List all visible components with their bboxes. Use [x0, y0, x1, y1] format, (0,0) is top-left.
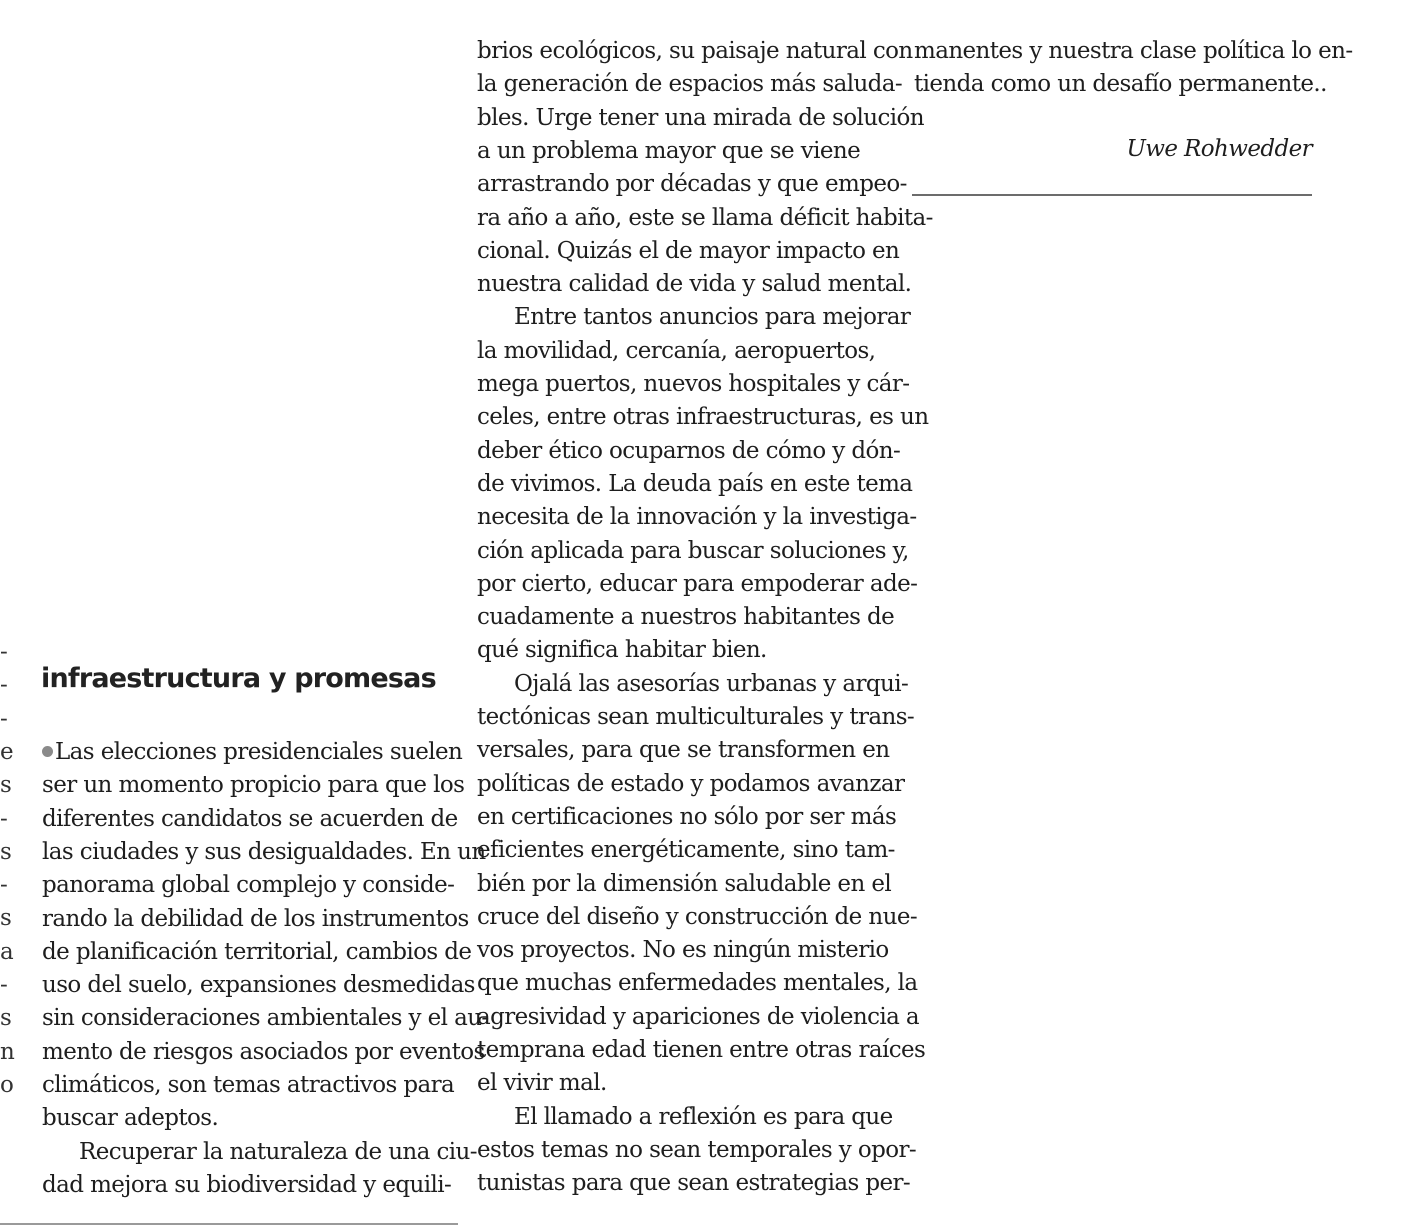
edge-character: - — [0, 639, 8, 665]
text-line-content: El llamado a reflexión es para que — [514, 1103, 893, 1130]
text-line-content: qué significa habitar bien. — [477, 637, 767, 664]
text-line-content: necesita de la innovación y la investiga- — [477, 504, 917, 531]
text-line — [914, 68, 1327, 101]
text-line-content: Ojalá las asesorías urbanas y arqui- — [514, 670, 909, 697]
text-line — [477, 1167, 910, 1200]
text-line-content: temprana edad tienen entre otras raíces — [477, 1037, 926, 1063]
text-line — [42, 1136, 477, 1169]
edge-character: s — [0, 772, 12, 799]
text-line-content: en certificaciones no sólo por ser más — [477, 803, 897, 830]
text-line — [477, 1101, 893, 1134]
text-line — [42, 936, 471, 969]
text-line — [477, 535, 909, 568]
text-line-content: bién por la dimensión saludable en el — [477, 870, 892, 897]
text-line — [477, 601, 894, 634]
author-divider-rule — [912, 194, 1312, 196]
text-line — [42, 969, 475, 1002]
author-signature: Uwe Rohwedder — [1126, 136, 1312, 162]
text-line-content: versales, para que se transformen en — [477, 737, 890, 764]
text-line-content: tectónicas sean multiculturales y trans- — [477, 704, 915, 730]
text-line-content: tunistas para que sean estrategias per- — [477, 1170, 911, 1197]
text-line — [477, 734, 889, 767]
text-line-content: cuadamente a nuestros habitantes de — [477, 604, 895, 631]
text-line-content: ra año a año, este se llama déficit habita- — [477, 204, 933, 231]
text-line-content: ción aplicada para buscar soluciones y, — [477, 537, 909, 564]
text-line-content: bles. Urge tener una mirada de solución — [477, 104, 924, 131]
text-line-content: políticas de estado y podamos avanzar — [477, 770, 905, 797]
text-line — [42, 1169, 451, 1202]
text-line-content: a un problema mayor que se viene — [477, 137, 861, 164]
edge-character: s — [0, 905, 12, 932]
text-line — [477, 768, 904, 801]
text-line-content: las ciudades y sus desigualdades. En un — [42, 838, 486, 865]
text-line — [477, 235, 899, 268]
text-line-content: la generación de espacios más saluda- — [477, 71, 903, 98]
text-line-content: brios ecológicos, su paisaje natural con — [477, 38, 913, 64]
text-line-content: de planificación territorial, cambios de — [42, 938, 472, 965]
edge-character: n — [0, 1038, 15, 1065]
text-line-content: panorama global complejo y conside- — [42, 872, 455, 899]
text-line — [477, 35, 913, 68]
text-line-content: tienda como un desafío permanente.. — [914, 71, 1327, 98]
text-line-content: Recuperar la naturaleza de una ciu- — [79, 1138, 477, 1165]
text-line — [477, 801, 896, 834]
text-line-content: el vivir mal. — [477, 1070, 607, 1097]
edge-character: - — [0, 872, 8, 899]
text-line — [477, 335, 875, 368]
text-line — [477, 68, 902, 101]
text-line — [477, 901, 917, 934]
text-line-content: la movilidad, cercanía, aeropuertos, — [477, 337, 876, 364]
text-line-content: cional. Quizás el de mayor impacto en — [477, 237, 900, 264]
text-line — [477, 834, 895, 867]
text-line — [477, 868, 891, 901]
text-line-content: eficientes energéticamente, sino tam- — [477, 837, 895, 864]
text-line — [477, 967, 918, 1000]
text-line — [477, 168, 907, 201]
text-line-content: celes, entre otras infraestructuras, es un — [477, 404, 929, 431]
text-line — [914, 35, 1353, 68]
text-line — [477, 435, 900, 468]
edge-character: - — [0, 805, 8, 832]
text-line — [42, 769, 464, 802]
edge-character: o — [0, 1071, 14, 1098]
text-line-content: ser un momento propicio para que los — [42, 772, 465, 799]
text-line — [42, 869, 454, 902]
text-line — [42, 1069, 454, 1102]
text-line — [477, 368, 909, 401]
text-line — [477, 1134, 916, 1167]
text-line-content: estos temas no sean temporales y opor- — [477, 1136, 917, 1163]
edge-character: - — [0, 705, 8, 732]
text-line-content: nuestra calidad de vida y salud mental. — [477, 271, 912, 298]
text-line-content: cruce del diseño y construcción de nue- — [477, 903, 918, 930]
text-line — [477, 1067, 607, 1100]
text-line — [42, 803, 458, 836]
text-line — [42, 903, 469, 936]
text-line — [477, 568, 917, 601]
text-line-content: buscar adeptos. — [42, 1105, 219, 1132]
text-line-content: de vivimos. La deuda país en este tema — [477, 470, 913, 497]
text-line — [477, 135, 860, 168]
text-line-content: vos proyectos. No es ningún misterio — [477, 937, 889, 964]
text-line — [477, 668, 908, 701]
text-line — [477, 701, 914, 734]
text-line-content: dad mejora su biodiversidad y equili- — [42, 1171, 452, 1198]
text-line — [42, 1002, 489, 1035]
text-line — [477, 202, 933, 235]
text-line — [477, 102, 924, 135]
edge-character: s — [0, 1005, 12, 1032]
text-line — [42, 736, 462, 769]
text-line-content: arrastrando por décadas y que empeo- — [477, 171, 907, 198]
text-line — [42, 836, 486, 869]
bullet-icon — [42, 746, 53, 757]
edge-character: s — [0, 838, 12, 865]
edge-character: e — [0, 738, 14, 765]
article-headline: infraestructura y promesas — [41, 663, 436, 694]
text-line-content: uso del suelo, expansiones desmedidas — [42, 972, 475, 999]
text-line — [477, 934, 889, 967]
text-line-content: diferentes candidatos se acuerden de — [42, 805, 458, 832]
edge-character: - — [0, 672, 8, 699]
text-line-content: rando la debilidad de los instrumentos — [42, 905, 469, 932]
text-line-content: deber ético ocuparnos de cómo y dón- — [477, 437, 901, 464]
text-line — [42, 1036, 485, 1069]
text-line-content: mento de riesgos asociados por eventos — [42, 1038, 485, 1065]
text-line — [477, 501, 917, 534]
text-line-content: Entre tantos anuncios para mejorar — [514, 304, 911, 331]
edge-character: - — [0, 972, 8, 998]
text-line — [42, 1102, 218, 1135]
text-line — [477, 468, 912, 501]
text-line-content: que muchas enfermedades mentales, la — [477, 970, 918, 997]
text-line — [477, 1001, 919, 1034]
text-line — [477, 268, 911, 301]
bottom-divider-rule — [0, 1223, 458, 1225]
text-line — [477, 301, 910, 334]
text-line-content: sin consideraciones ambientales y el au- — [42, 1005, 489, 1032]
text-line-content: climáticos, son temas atractivos para — [42, 1072, 455, 1098]
edge-character: a — [0, 938, 14, 965]
text-line — [477, 401, 928, 434]
text-line-content: Las elecciones presidenciales suelen — [55, 739, 463, 765]
text-line-content: por cierto, educar para empoderar ade- — [477, 570, 918, 597]
text-line — [477, 1034, 925, 1067]
text-line-content: mega puertos, nuevos hospitales y cár- — [477, 371, 910, 397]
text-line-content: manentes y nuestra clase política lo en- — [914, 38, 1353, 64]
text-line — [477, 634, 767, 667]
text-line-content: agresividad y apariciones de violencia a — [477, 1003, 920, 1030]
